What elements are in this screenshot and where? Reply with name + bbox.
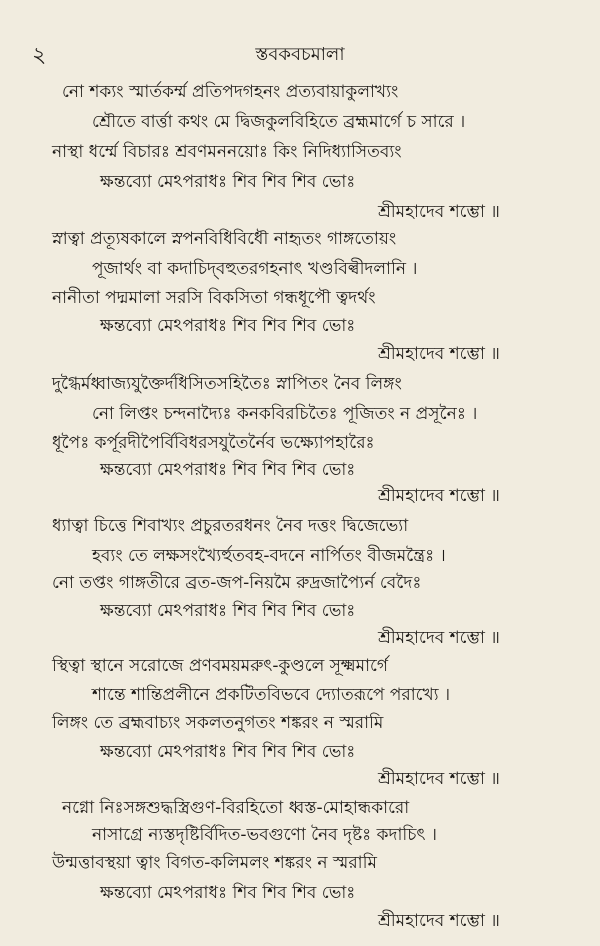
verse-line: নাস্থা ধর্ম্মে বিচারঃ শ্রবণমননয়োঃ কিং নিদিধ্যাসিতব্যং (52, 142, 402, 162)
verse-refrain: ক্ষন্তব্যো মেঽপরাধঃ শিব শিব শিব ভোঃ (100, 601, 356, 621)
page-header (0, 38, 600, 68)
verse-line: নাসাগ্রে ন্যস্তদৃষ্টির্বিদিত-ভবগুণো নৈব দৃষ্টঃ কদাচিৎ । (92, 825, 437, 845)
verse-closing: শ্রীমহাদেব শম্ভো ॥ (378, 911, 500, 931)
verse-line: লিঙ্গং তে ব্রহ্মবাচ্যং সকলতনুগতং শঙ্করং ন স্মরামি (52, 713, 384, 733)
verse-line: উন্মত্তাবস্থয়া ত্বাং বিগত-কলিমলং শঙ্করং ন স্মরামি (52, 853, 377, 873)
verse-line: পূজার্থং বা কদাচিদ্‌বহুতরগহনাৎ খণ্ডবিল্বীদলানি । (92, 259, 418, 279)
verse-refrain: ক্ষন্তব্যো মেঽপরাধঃ শিব শিব শিব ভোঃ (100, 172, 356, 192)
verse-closing: শ্রীমহাদেব শম্ভো ॥ (378, 486, 500, 506)
verse-line: স্নাত্বা প্রত্যূষকালে স্নপনবিধিবিধৌ নাহৃতং গাঙ্গতোয়ং (52, 229, 397, 249)
verse-line: নানীতা পদ্মমালা সরসি বিকসিতা গন্ধধূপৌ ত্বদর্থং (52, 288, 376, 308)
verse-line: স্থিত্বা স্থানে সরোজে প্রণবময়মরুৎ-কুণ্ডলে সূক্ষ্মমার্গে (52, 656, 389, 676)
verse-line: নগ্নো নিঃসঙ্গশুদ্ধস্ত্রিগুণ-বিরহিতো ধ্বস্ত-মোহান্ধকারো (62, 798, 410, 818)
verse-line: নো লিপ্তং চন্দনাদ্যৈঃ কনকবিরচিতৈঃ পূজিতং ন প্রসূনৈঃ । (92, 404, 478, 424)
page-number: ২ (32, 43, 47, 68)
verse-closing: শ্রীমহাদেব শম্ভো ॥ (378, 344, 500, 364)
verse-refrain: ক্ষন্তব্যো মেঽপরাধঃ শিব শিব শিব ভোঃ (100, 742, 356, 762)
verse-line: শ্রৌতে বার্ত্তা কথং মে দ্বিজকুলবিহিতে ব্রহ্মমার্গে চ সারে । (92, 112, 466, 132)
verse-refrain: ক্ষন্তব্যো মেঽপরাধঃ শিব শিব শিব ভোঃ (100, 460, 356, 480)
verse-closing: শ্রীমহাদেব শম্ভো ॥ (378, 769, 500, 789)
verse-line: নো শক্যং স্মার্তকর্ম্ম প্রতিপদগহনং প্রত্যবায়াকুলাখ্যং (62, 82, 399, 102)
verse-line: শান্তে শান্তিপ্রলীনে প্রকটিতবিভবে দ্যোতরূপে পরাখ্যে । (92, 685, 451, 705)
verse-line: হব্যং তে লক্ষসংখ্যৈর্হুতবহ-বদনে নার্পিতং বীজমন্ত্রৈঃ । (92, 546, 446, 566)
verse-line: দুগ্ধৈর্মধ্বাজ্যযুক্তৈর্দধিসিতসহিতৈঃ স্নাপিতং নৈব লিঙ্গং (52, 374, 402, 394)
verse-line: ধ্যাত্বা চিত্তে শিবাখ্যং প্রচুরতরধনং নৈব দত্তং দ্বিজেভ্যো (52, 516, 409, 536)
verse-closing: শ্রীমহাদেব শম্ভো ॥ (378, 202, 500, 222)
verse-line: ধূপৈঃ কর্পূরদীপৈর্বিবিধরসযুতৈর্নৈব ভক্ষ্যোপহারৈঃ (52, 433, 375, 453)
running-title: স্তবকবচমালা (255, 44, 345, 65)
verse-refrain: ক্ষন্তব্যো মেঽপরাধঃ শিব শিব শিব ভোঃ (100, 883, 356, 903)
verse-refrain: ক্ষন্তব্যো মেঽপরাধঃ শিব শিব শিব ভোঃ (100, 316, 356, 336)
verse-closing: শ্রীমহাদেব শম্ভো ॥ (378, 628, 500, 648)
verse-line: নো তপ্তং গাঙ্গতীরে ব্রত-জপ-নিয়মৈ রুদ্রজাপ্যৈর্ন বেদৈঃ (52, 573, 422, 593)
